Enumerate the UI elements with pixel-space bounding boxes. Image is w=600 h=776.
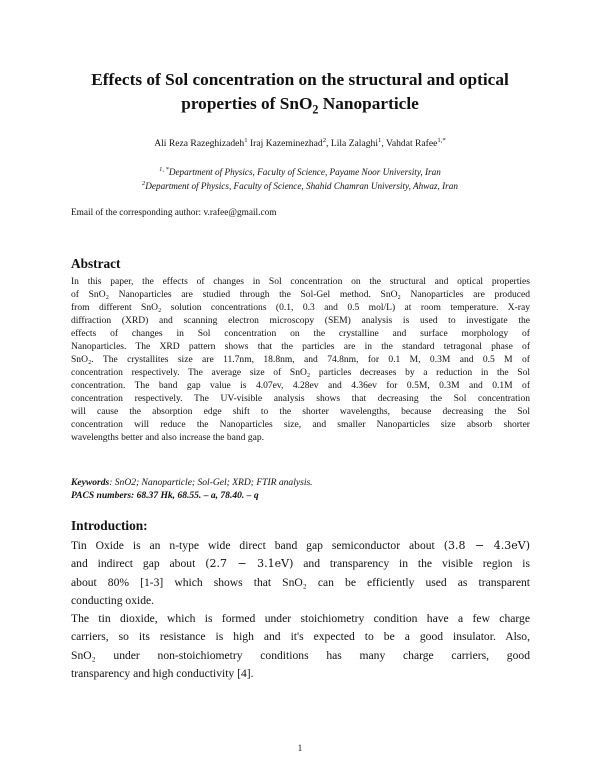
title-line-2: properties of SnO$_2$ Nanoparticle xyxy=(181,94,419,117)
abstract-line: will cause the absorption edge shift to the shorter wavelengths, because decreasing the Sol xyxy=(71,406,530,417)
abstract-line: from different SnO₂ solution concentrations (0.1, 0.3 and 0.5 mol/L) at room temperature. X-ray xyxy=(71,302,530,313)
abstract-line: concentration will reduce the Nanoparticles size, and smaller Nanoparticles size absorb shorter xyxy=(71,419,530,430)
abstract-line: SnO₂. The crystallites size are 11.7nm, 18.8nm, and 74.8nm, for 0.1 M, 0.3M and 0.5 M of xyxy=(71,354,530,365)
intro-line: Tin Oxide is an n-type wide direct band gap semiconductor about (3.8 − 4.3eV) xyxy=(71,539,530,552)
intro-line: conducting oxide. xyxy=(71,593,155,607)
abstract-line: diffraction (XRD) and scanning electron microscopy (SEM) analysis is used to investigate the xyxy=(71,315,530,326)
abstract-heading: Abstract xyxy=(71,256,121,271)
abstract-line: concentration respectively. The UV-visible analysis shows that decreasing the Sol concentration xyxy=(71,393,530,404)
intro-line: SnO₂ under non-stoichiometry conditions has many charge carriers, good xyxy=(71,648,530,662)
author-list: Ali Reza Razeghizadeh$^1$ Iraj Kazeminezhad$^2$, Lila Zalaghi$^1$, Vahdat Rafee$^{1,*}$ xyxy=(154,136,446,149)
pacs-numbers: PACS numbers: 68.37 Hk, 68.55. – a, 78.40. – q xyxy=(71,490,259,501)
affiliation-1: $^{1, *}$Department of Physics, Faculty of Science, Payame Noor University, Iran xyxy=(159,165,441,177)
corresponding-email: Email of the corresponding author: v.rafee@gmail.com xyxy=(71,208,277,218)
intro-line: and indirect gap about (2.7 − 3.1eV) and transparency in the visible region is xyxy=(71,557,530,571)
intro-line: transparency and high conductivity [4]. xyxy=(71,667,254,681)
abstract-line: wavelengths better and also increase the band gap. xyxy=(71,432,264,443)
introduction-heading: Introduction: xyxy=(71,518,148,533)
paper-title xyxy=(40,68,560,116)
abstract-line: Nanoparticles. The XRD pattern shows that the particles are in the standard tetragonal phase of xyxy=(71,341,530,352)
abstract-body xyxy=(71,275,530,444)
intro-line: about 80% [1-3] which shows that SnO₂ can be efficiently used as transparent xyxy=(71,575,530,589)
abstract-line: In this paper, the effects of changes in Sol concentration on the structural and optical properties xyxy=(71,276,530,287)
abstract-line: of SnO₂ Nanoparticles are studied through the Sol-Gel method. SnO₂ Nanoparticles are produced xyxy=(71,289,530,300)
band-gap-indirect: (2.7 − 3.1eV) xyxy=(205,557,294,571)
affiliation-2: $^2$Department of Physics, Faculty of Science, Shahid Chamran University, Ahwaz, Iran xyxy=(142,179,458,191)
intro-line: The tin dioxide, which is formed under stoichiometry condition have a few charge xyxy=(71,612,530,626)
keywords: Keywords: SnO2; Nanoparticle; Sol-Gel; XRD; FTIR analysis. xyxy=(71,477,313,488)
abstract-line: concentration. The band gap value is 4.07ev, 4.28ev and 4.36ev for 0.5M, 0.3M and 0.1M of xyxy=(71,380,530,391)
intro-line: carriers, so its resistance is high and it's expected to be a good insulator. Also, xyxy=(71,630,530,644)
page-number: 1 xyxy=(297,744,303,754)
abstract-line: effects of changes in Sol concentration on the crystalline and surface morphology of xyxy=(71,328,530,339)
title-line-1: Effects of Sol concentration on the structural and optical xyxy=(91,70,509,89)
introduction-body xyxy=(71,537,530,683)
abstract-line: concentration respectively. The average size of SnO₂ particles decreases by a reduction in the Sol xyxy=(71,367,530,378)
band-gap-direct: (3.8 − 4.3eV) xyxy=(443,539,530,552)
